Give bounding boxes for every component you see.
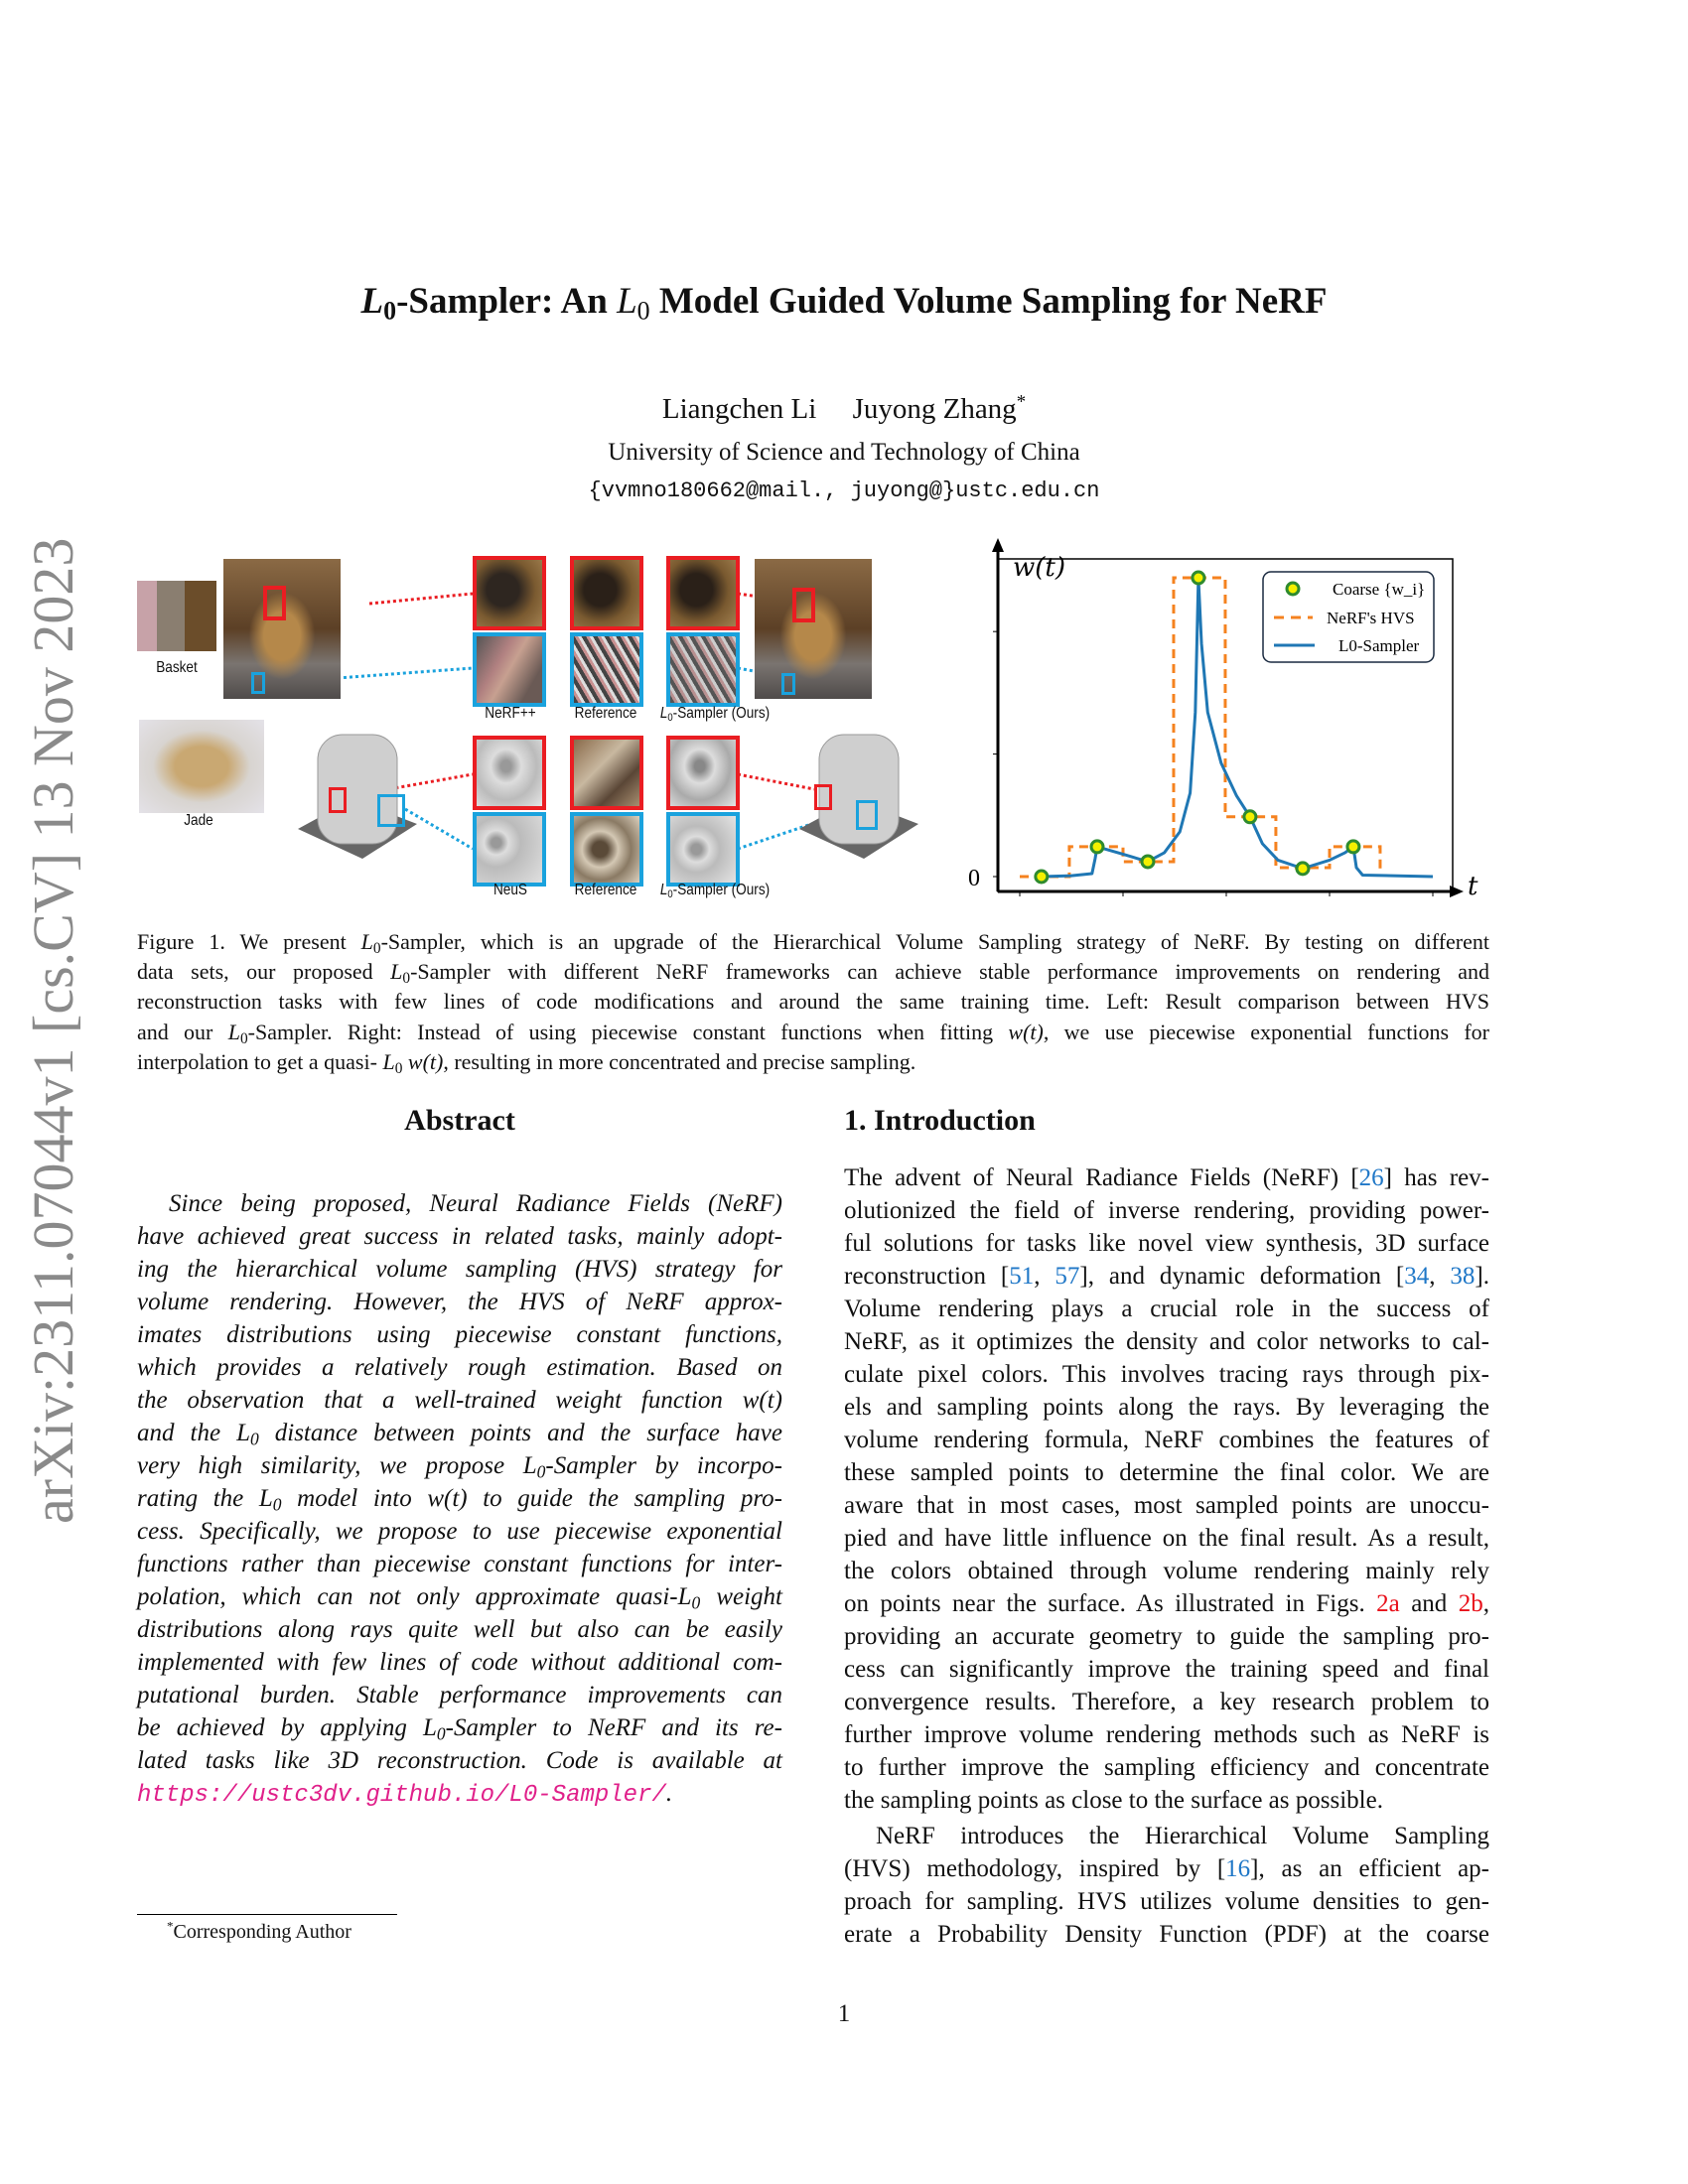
text-run: providing an accurate geometry to guide the sampling pro- [844,1623,1489,1650]
footnote-text: Corresponding Author [173,1921,352,1943]
text-run: cess can significantly improve the training speed and final [844,1656,1489,1683]
text-run: polation, which can not only approximate quasi- [137,1583,678,1610]
col-label: NeRF++ [485,705,536,722]
abstract-line [137,1384,782,1417]
crop-ours-jade-blue [666,812,740,887]
citation-link[interactable]: 38 [1450,1263,1476,1290]
zoom-box-blue [856,800,878,830]
introduction-line [844,1260,1489,1293]
coarse-weight-point [1244,811,1256,823]
abstract-line [137,1711,782,1744]
abstract-line [137,1449,782,1482]
legend-marker-coarse [1287,583,1299,595]
text-run: lated tasks like 3D reconstruction. Code is available at [137,1747,782,1774]
math-symbol: $L_0$ [236,1420,259,1449]
footnote [167,1918,352,1944]
text-run: , resulting in more concentrated and precise sampling. [443,1048,916,1074]
arxiv-sidebar-stamp: arXiv:2311.07044v1 [cs.CV] 13 Nov 2023 [21,537,85,1524]
text-run: weight [700,1583,782,1610]
text-run: pied and have little influence on the final result. As a result, [844,1525,1489,1552]
abstract-line [137,1482,782,1515]
text-run: be achieved by applying [137,1714,423,1741]
coarse-weight-point [1091,841,1103,853]
basket-render-nerfpp [223,559,341,699]
introduction-line [844,1555,1489,1587]
text-run: . [665,1780,673,1807]
citation-link[interactable]: 34 [1404,1263,1430,1290]
code-url-link[interactable]: https://ustc3dv.github.io/L0-Sampler/ [137,1782,666,1809]
coarse-weight-point [1193,572,1204,584]
col-label: $L_0$-Sampler (Ours) [659,705,771,724]
abstract-line [137,1253,782,1286]
text-run: , [1482,1590,1489,1617]
text-run: -Sampler to NeRF and its re- [445,1714,782,1741]
text-run: erate a Probability Density Function (PDF) at the coarse [844,1921,1489,1948]
text-run: Since being proposed, Neural Radiance Fields (NeRF) [169,1190,782,1217]
zoom-box-red [814,784,832,810]
title-math-sub: 0 [636,296,650,326]
y-axis-arrow [992,538,1004,552]
text-run: interpolation to get a quasi- [137,1048,383,1074]
title-math-l: L [617,281,637,322]
text-run: model into [281,1485,428,1512]
text-run: , we use piecewise exponential functions for [1043,1019,1489,1044]
zoom-box-blue [377,794,405,827]
col-label: $L_0$-Sampler (Ours) [659,882,771,900]
text-run: and our [137,1019,228,1044]
text-run: which provides a relatively rough estimation. Based on [137,1354,782,1381]
crop-nerfpp-red [473,556,546,630]
math-symbol: w(t) [1008,1019,1044,1044]
text-run: ] has rev- [1383,1164,1489,1191]
abstract-line [137,1515,782,1548]
introduction-line [844,1820,1489,1852]
text-run: ], and dynamic deformation [ [1079,1263,1405,1290]
text-run: functions rather than piecewise constant functions for inter- [137,1551,782,1577]
text-run: distributions along rays quite well but also can be easily [137,1616,782,1643]
text-run: cess. Specifically, we propose to use piecewise exponential [137,1518,782,1545]
math-symbol: $L_0$ [422,1714,446,1744]
text-run: olutionized the field of inverse rendering, providing power- [844,1197,1489,1224]
text-run: these sampled points to determine the final color. We are [844,1459,1489,1486]
legend-coarse: Coarse {w_i} [1333,580,1426,599]
x-axis-arrow [1450,886,1464,897]
introduction-line [844,1391,1489,1424]
zoom-box-blue [251,672,265,694]
row-label-basket: Basket [156,659,198,676]
crop-reference-blue [570,632,643,707]
author-emails: {vvmno180662@mail., juyong@}ustc.edu.cn [588,478,1100,503]
figure-reference-link[interactable]: 2b [1458,1590,1483,1617]
text-run: culate pixel colors. This involves tracing rays through pix- [844,1361,1489,1388]
crop-ours-red [666,556,740,630]
text-run: volume rendering formula, NeRF combines the features of [844,1427,1489,1453]
citation-link[interactable]: 16 [1225,1855,1251,1882]
x-axis-label: t [1468,872,1478,901]
page-number: 1 [837,2000,851,2027]
text-run: to guide the sampling pro- [467,1485,782,1512]
introduction-line [844,1522,1489,1555]
math-symbol: $L_0$ [382,1048,403,1077]
abstract-line [137,1318,782,1351]
introduction-line [844,1918,1489,1951]
text-run: implemented with few lines of code without additional com- [137,1649,782,1676]
y-tick-zero: 0 [968,866,980,891]
text-run: have achieved great success in related tasks, mainly adopt- [137,1223,782,1250]
text-run: ing the hierarchical volume sampling (HVS) strategy for [137,1256,782,1283]
basket-thumbnail [137,581,216,651]
abstract-line [137,1220,782,1253]
basket-render-ours [755,559,872,699]
introduction-line [844,1587,1489,1620]
crop-ours-jade-red [666,736,740,810]
citation-link[interactable]: 57 [1055,1263,1080,1290]
y-axis-label: w(t) [1013,553,1065,583]
text-run: ful solutions for tasks like novel view synthesis, 3D surface [844,1230,1489,1257]
introduction-line [844,1325,1489,1358]
title-text: Model Guided Volume Sampling for NeRF [649,281,1328,322]
crop-nerfpp-blue [473,632,546,707]
text-run: NeRF introduces the Hierarchical Volume Sampling [876,1823,1489,1849]
col-label: NeuS [492,882,528,898]
col-label: Reference [574,882,637,898]
zoom-box-red [792,588,815,622]
title-text: -Sampler: An [396,281,618,322]
abstract-line [137,1351,782,1384]
math-symbol: w(t) [407,1048,444,1074]
zoom-box-red [329,787,347,813]
text-run: The advent of Neural Radiance Fields (NeRF) [ [844,1164,1359,1191]
introduction-line [844,1424,1489,1456]
text-run: -Sampler. Right: Instead of using piecewise constant functions when fitting [247,1019,1009,1044]
crop-jade-reference-blue [570,812,643,887]
text-run: rating the [137,1485,259,1512]
affiliation: University of Science and Technology of China [608,439,1080,466]
abstract-line [137,1679,782,1711]
citation-link[interactable]: 26 [1358,1164,1384,1191]
math-symbol: w(t) [427,1485,468,1512]
text-run: reconstruction [ [844,1263,1010,1290]
introduction-line [844,1653,1489,1686]
introduction-line [844,1852,1489,1885]
caption-line [137,957,1489,987]
legend-l0: L0-Sampler [1338,636,1420,655]
text-run: reconstruction tasks with few lines of code modifications and around the same training time. Left: Result comparison between HVS [137,989,1489,1015]
text-run: Figure 1. We present [137,929,361,954]
title-math-l: L [360,281,384,322]
abstract-line [137,1744,782,1777]
text-run: the sampling points as close to the surface as possible. [844,1787,1383,1814]
zoom-box-red [263,586,286,620]
figure-caption [137,927,1489,1077]
math-symbol: $L_0$ [360,929,381,957]
text-run: further improve volume rendering methods such as NeRF is [844,1721,1489,1748]
jade-thumbnail [139,720,264,813]
math-symbol: w(t) [742,1387,782,1414]
text-run: (HVS) methodology, inspired by [ [844,1855,1226,1882]
introduction-line [844,1358,1489,1391]
introduction-line [844,1456,1489,1489]
corresponding-mark: * [1016,391,1027,413]
math-symbol: $L_0$ [227,1019,248,1047]
text-run: on points near the surface. As illustrated in Figs. [844,1590,1377,1617]
text-run: putational burden. Stable performance improvements can [137,1682,782,1708]
text-run: and the [137,1420,237,1446]
abstract-line [137,1613,782,1646]
crop-reference-red [570,556,643,630]
crop-neus-red [473,736,546,810]
abstract-line [137,1417,782,1449]
text-run: very high similarity, we propose [137,1452,523,1479]
text-run: and [1399,1590,1459,1617]
text-run: the observation that a well-trained weight function [137,1387,743,1414]
abstract-line [137,1286,782,1318]
introduction-heading: 1. Introduction [844,1104,1036,1137]
zoom-box-blue [781,673,795,695]
text-run: , [1034,1263,1055,1290]
text-run: Volume rendering plays a crucial role in the success of [844,1296,1489,1322]
introduction-line [844,1718,1489,1751]
col-label: Reference [574,705,637,722]
figure-reference-link[interactable]: 2a [1376,1590,1400,1617]
crop-ours-blue [666,632,740,707]
footnote-mark: * [167,1918,174,1934]
math-symbol: $L_0$ [390,959,411,988]
caption-line [137,1047,1489,1077]
citation-link[interactable]: 51 [1009,1263,1035,1290]
introduction-body [844,1161,1489,1951]
coarse-weight-point [1142,856,1154,868]
math-symbol: $L_0$ [677,1583,701,1613]
coarse-weight-point [1297,863,1309,875]
abstract-body [137,1187,782,1810]
abstract-heading: Abstract [404,1104,515,1137]
text-run: data sets, our proposed [137,959,391,985]
abstract-line [137,1187,782,1220]
text-run: proach for sampling. HVS utilizes volume densities to gen- [844,1888,1489,1915]
math-symbol: $L_0$ [258,1485,282,1515]
introduction-line [844,1194,1489,1227]
chart-svg [953,526,1489,903]
text-run: -Sampler, which is an upgrade of the Hierarchical Volume Sampling strategy of NeRF. By testing on different [380,929,1489,954]
introduction-line [844,1686,1489,1718]
coarse-weight-point [1036,871,1048,883]
crop-neus-blue [473,812,546,887]
math-symbol: $L_0$ [522,1452,546,1482]
introduction-line [844,1885,1489,1918]
abstract-line [137,1646,782,1679]
text-run: , [1429,1263,1451,1290]
row-label-jade: Jade [184,812,213,829]
text-run: volume rendering. However, the HVS of NeRF approx- [137,1289,782,1315]
introduction-line [844,1227,1489,1260]
legend-hvs: NeRF's HVS [1327,609,1415,627]
abstract-line [137,1580,782,1613]
text-run: distance between points and the surface have [258,1420,782,1446]
text-run: -Sampler by incorpo- [545,1452,782,1479]
text-run: aware that in most cases, most sampled points are unoccu- [844,1492,1489,1519]
crop-jade-reference-red [570,736,643,810]
text-run: imates distributions using piecewise constant functions, [137,1321,782,1348]
footnote-divider [137,1914,397,1915]
caption-line [137,987,1489,1017]
caption-line [137,1018,1489,1047]
author-name: Juyong Zhang [852,393,1017,425]
coarse-weight-point [1347,841,1359,853]
introduction-line [844,1751,1489,1784]
text-run: ], as an efficient ap- [1250,1855,1489,1882]
text-run: els and sampling points along the rays. By leveraging the [844,1394,1489,1421]
text-run: the colors obtained through volume rendering mainly rely [844,1558,1489,1584]
caption-line [137,927,1489,957]
introduction-line [844,1161,1489,1194]
text-run: NeRF, as it optimizes the density and color networks to cal- [844,1328,1489,1355]
introduction-line [844,1489,1489,1522]
text-run: convergence results. Therefore, a key research problem to [844,1689,1489,1715]
introduction-line [844,1620,1489,1653]
text-run: to further improve the sampling efficiency and concentrate [844,1754,1489,1781]
abstract-line [137,1548,782,1580]
abstract-line [137,1777,782,1810]
introduction-line [844,1784,1489,1817]
legend [1263,572,1434,662]
introduction-line [844,1293,1489,1325]
text-run: ]. [1475,1263,1489,1290]
text-run: -Sampler with different NeRF frameworks can achieve stable performance improvements on rendering and [410,959,1490,985]
author-name: Liangchen Li [661,393,817,425]
title-math-sub: 0 [383,296,397,326]
weight-chart [953,526,1489,903]
